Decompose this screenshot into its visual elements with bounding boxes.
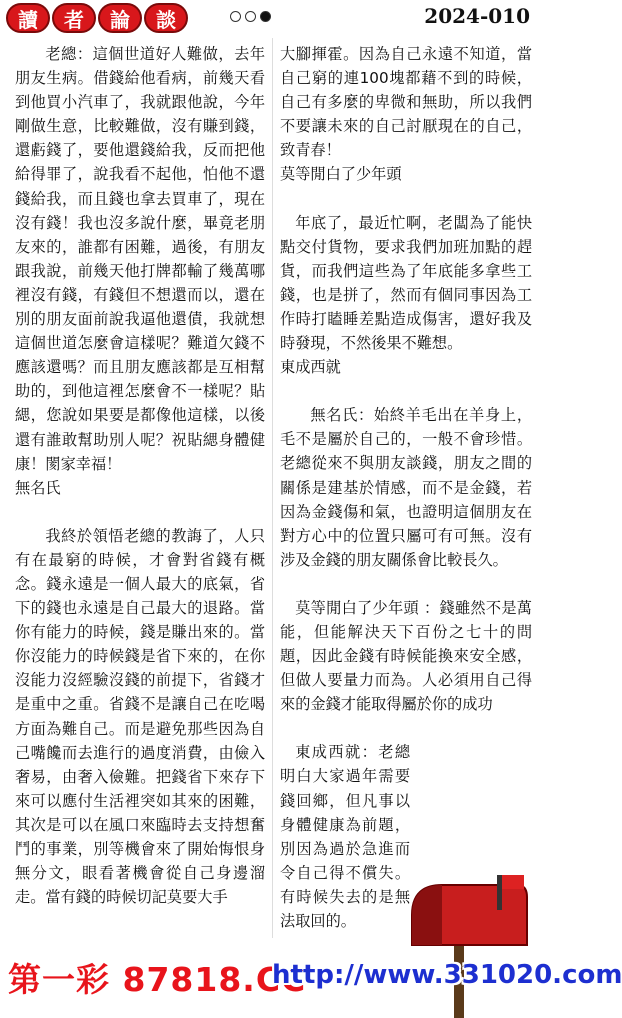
header — [0, 0, 544, 36]
letter-signature: 莫等閒白了少年頭 — [280, 165, 402, 184]
right-column — [280, 42, 532, 933]
title-char: 談 — [144, 3, 188, 33]
filled-circle-icon — [260, 11, 271, 22]
letter-paragraph: 大腳揮霍。因為自己永遠不知道，當自己窮的連100塊都藉不到的時候，自己有多麼的卑微和無助，所以我們不要讓未來的自己討厭現在的自己，致青春！ — [280, 45, 532, 160]
reply-paragraph: 莫等閒白了少年頭 ：錢雖然不是萬能，但能解決天下百份之七十的問題，因此金錢有時候能換來安全感，但做人要量力而為。人必須用自己得來的金錢才能取得屬於你的成功 — [280, 598, 532, 714]
site-url: http://www.331020.com — [272, 960, 622, 990]
decorative-dots — [230, 11, 271, 22]
left-column — [15, 42, 265, 909]
letter-paragraph: 年底了，最近忙啊，老闆為了能快點交付貨物，要求我們加班加點的趕貨，而我們這些為了年底能多拿些工錢，也是拼了，然而有個同事因為工作時打瞌睡差點造成傷害，還好我及時發現，不然後果不難想。 — [280, 213, 532, 353]
title-char: 論 — [98, 3, 142, 33]
column-divider — [272, 38, 273, 938]
circle-icon — [230, 11, 241, 22]
issue-number: 2024-010 — [424, 4, 530, 28]
reply-paragraph: 東成西就：老總明白大家過年需要錢回鄉，但凡事以身體健康為前題，別因為過於急進而令自己得不償失。有時候失去的是無法取回的。 — [280, 743, 410, 930]
title-char: 讀 — [6, 3, 50, 33]
letter-paragraph: 老總：這個世道好人難做，去年朋友生病。借錢給他看病，前幾天看到他買小汽車了，我就跟他說，今年剛做生意，比較難做，沒有賺到錢，還虧錢了，要他還錢給我，反而把他給得罪了，說我看不起他，怕他不還錢給我，而且錢也拿去買車了，現在沒有錢！我也沒多說什麼，畢竟老朋友來的，誰都有困難，過後，有朋友跟我說，前幾天他打牌都輸了幾萬哪裡沒有錢，有錢但不想還而以，還在別的朋友面前說我逼他還債，我就想這個世道怎麼會這樣呢？難道欠錢不應該還嗎？而且朋友應該都是互相幫助的，到他這裡怎麼會不一樣呢？貼緦，您說如果要是都像他這樣，以後還有誰敢幫助別人呢？祝貼緦身體健康！閡家幸福！ — [15, 45, 265, 473]
column-title — [6, 3, 188, 33]
title-char: 者 — [52, 3, 96, 33]
letter-signature: 無名氏 — [15, 478, 61, 497]
circle-icon — [245, 11, 256, 22]
letter-paragraph: 我終於領悟老總的教誨了，人只有在最窮的時候，才會對省錢有概念。錢永遠是一個人最大的底氣，省下的錢也永遠是自己最大的退路。當你有能力的時候，錢是賺出來的。當你沒能力的時候錢是省下來的，在你沒能力沒經驗沒錢的前提下，省錢才是重中之重。省錢不是讓自己在吃喝方面為難自己。而是避免那些因為自己嘴饞而去進行的過度消費，由儉入奢易，由奢入儉難。把錢省下來存下來可以應付生活裡突如其來的困難，其次是可以在風口來臨時去支持想奮鬥的事業，別等機會來了開始悔恨身無分文，眼看著機會從自己身邊溜走。當有錢的時候切記莫要大手 — [15, 526, 265, 907]
mailbox-icon — [402, 875, 532, 1018]
reply-paragraph: 無名氏：始終羊毛出在羊身上，毛不是屬於自己的，一般不會珍惜。老總從來不與朋友談錢，朋友之間的關係是建基於情感，而不是金錢，若因為金錢傷和氣，也證明這個朋友在對方心中的位置只屬可有可無。沒有涉及金錢的朋友關係會比較長久。 — [280, 406, 532, 569]
site-watermark: 第一彩 87818.CC — [8, 960, 307, 999]
letter-signature: 東成西就 — [280, 358, 341, 377]
